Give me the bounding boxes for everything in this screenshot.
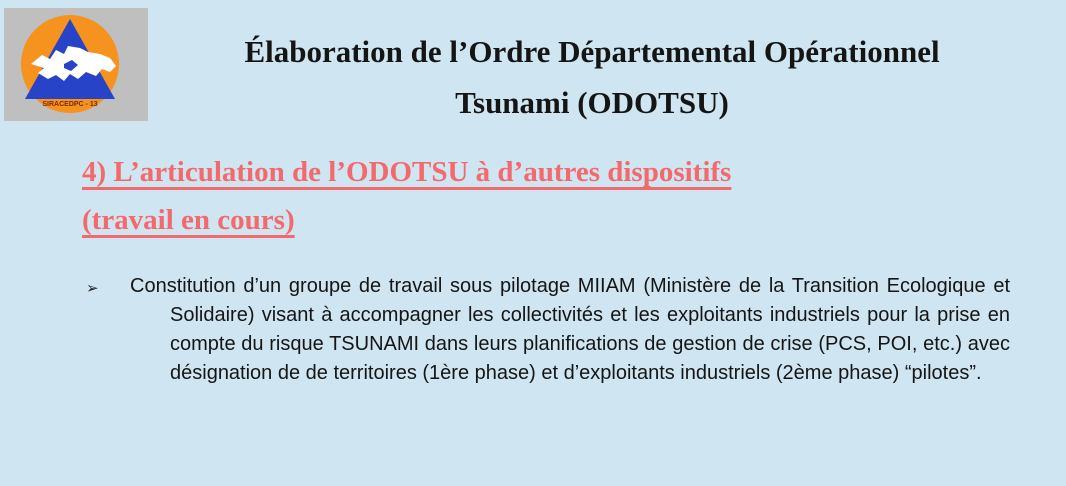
slide-title-line1: Élaboration de l’Ordre Départemental Opérationnel (244, 34, 940, 69)
arrow-bullet-icon: ➢ (86, 280, 99, 297)
slide-title (148, 26, 1036, 128)
section-heading-line1: 4) L’articulation de l’ODOTSU à d’autres dispositifs (82, 156, 732, 188)
section-heading (82, 148, 731, 244)
body-paragraph: Constitution d’un groupe de travail sous pilotage MIIAM (Ministère de la Transition Ecologique et Solidaire) visant à accompagner les collectivités et les exploitants industriels pour la prise en compte du risque TSUNAMI dans leurs planifications de gestion de crise (PCS, POI, etc.) avec désignation de de territoires (1ère phase) et d’exploitants industriels (2ème phase) “pilotes”. (130, 275, 1010, 384)
civil-protection-logo-graphic (4, 8, 148, 121)
civil-protection-logo (4, 8, 148, 121)
slide-title-line2: Tsunami (ODOTSU) (455, 85, 729, 120)
section-heading-line2: (travail en cours) (82, 204, 295, 236)
logo-caption: SIRACEDPC - 13 (42, 101, 98, 108)
